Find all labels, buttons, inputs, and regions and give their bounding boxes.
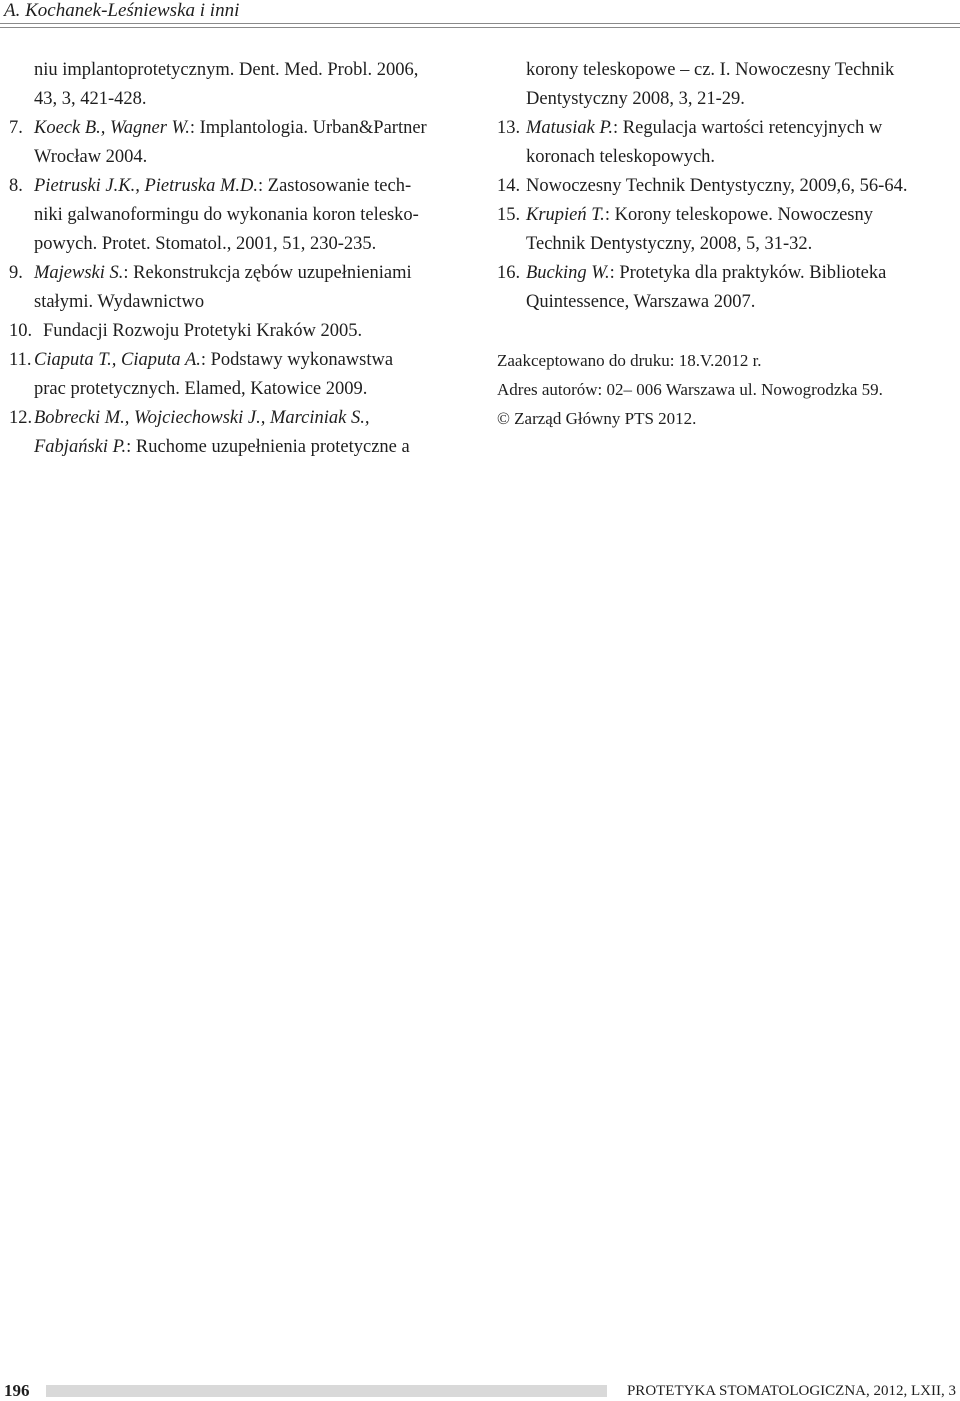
reference-title: : Rekonstrukcja zębów uzupełnieniami: [123, 263, 412, 283]
reference-title: : Zastosowanie tech-: [258, 176, 412, 196]
reference-number: 12.: [9, 408, 33, 428]
reference-authors: Bucking W.: [526, 263, 610, 283]
copyright-notice: © Zarząd Główny PTS 2012.: [497, 409, 697, 428]
reference-8-cont: niki galwanoformingu do wykonania koron telesko-: [34, 205, 419, 225]
authors-address: Adres autorów: 02– 006 Warszawa ul. Nowogrodzka 59.: [497, 380, 883, 399]
references-left-column: [9, 56, 469, 462]
reference-authors: Krupień T.: [526, 205, 605, 225]
reference-authors: Matusiak P.: [526, 118, 614, 138]
reference-text: Nowoczesny Technik Dentystyczny, 2009,6, 56-64.: [526, 176, 908, 196]
reference-15-cont: Technik Dentystyczny, 2008, 5, 31-32.: [526, 234, 813, 254]
reference-number: 11.: [9, 350, 32, 370]
reference-authors: Majewski S.: [34, 263, 124, 283]
reference-11-cont: prac protetycznych. Elamed, Katowice 2009.: [34, 379, 368, 399]
reference-number: 15.: [497, 205, 521, 225]
reference-authors: Bobrecki M., Wojciechowski J., Marciniak S.,: [34, 408, 370, 428]
reference-title: : Regulacja wartości retencyjnych w: [613, 118, 883, 138]
reference-11: [9, 346, 469, 375]
reference-number: 16.: [497, 263, 521, 283]
reference-8: [9, 172, 469, 201]
reference-number: 10.: [9, 321, 33, 341]
reference-16-cont: Quintessence, Warszawa 2007.: [526, 292, 756, 312]
reference-authors: Koeck B., Wagner W.: [34, 118, 190, 138]
reference-title: : Protetyka dla praktyków. Biblioteka: [609, 263, 887, 283]
reference-number: 8.: [9, 176, 23, 196]
reference-title: : Podstawy wykonawstwa: [200, 350, 394, 370]
page-number: 196: [4, 1381, 30, 1400]
references-right-column: [497, 56, 959, 317]
running-header-author: A. Kochanek-Leśniewska i inni: [4, 0, 240, 21]
reference-continuation: Dentystyczny 2008, 3, 21-29.: [526, 89, 745, 109]
reference-7-cont: Wrocław 2004.: [34, 147, 148, 167]
reference-authors: Pietruski J.K., Pietruska M.D.: [34, 176, 259, 196]
reference-15: [497, 201, 959, 230]
reference-8-cont2: powych. Protet. Stomatol., 2001, 51, 230-235.: [34, 234, 377, 254]
reference-7: [9, 114, 469, 143]
reference-number: 7.: [9, 118, 23, 138]
footer-bar: [46, 1385, 607, 1397]
reference-12: [9, 404, 469, 433]
header-divider: [0, 23, 960, 24]
reference-number: 13.: [497, 118, 521, 138]
reference-12-cont: [9, 433, 469, 462]
reference-9: [9, 259, 469, 288]
reference-13: [497, 114, 959, 143]
reference-14: [497, 172, 959, 201]
reference-continuation: 43, 3, 421-428.: [34, 89, 147, 109]
reference-authors: Fabjański P.: [34, 437, 127, 457]
reference-title: : Implantologia. Urban&Partner: [189, 118, 427, 138]
reference-13-cont: koronach teleskopowych.: [526, 147, 716, 167]
reference-authors: Ciaputa T., Ciaputa A.: [34, 350, 201, 370]
header-divider-secondary: [0, 27, 960, 28]
reference-continuation: niu implantoprotetycznym. Dent. Med. Probl. 2006,: [34, 60, 419, 80]
reference-number: 9.: [9, 263, 23, 283]
reference-number: 14.: [497, 176, 521, 196]
reference-16: [497, 259, 959, 288]
journal-citation: PROTETYKA STOMATOLOGICZNA, 2012, LXII, 3: [626, 1382, 956, 1399]
reference-title: : Korony teleskopowe. Nowoczesny: [604, 205, 873, 225]
reference-10: [9, 317, 469, 346]
reference-continuation: korony teleskopowe – cz. I. Nowoczesny Technik: [526, 60, 895, 80]
article-metadata: [497, 346, 959, 433]
reference-text: Fundacji Rozwoju Protetyki Kraków 2005.: [43, 321, 363, 341]
reference-9-cont: stałymi. Wydawnictwo: [34, 292, 205, 312]
accepted-date: Zaakceptowano do druku: 18.V.2012 r.: [497, 351, 762, 370]
page-footer: [0, 1381, 960, 1401]
reference-title: : Ruchome uzupełnienia protetyczne a: [126, 437, 410, 457]
